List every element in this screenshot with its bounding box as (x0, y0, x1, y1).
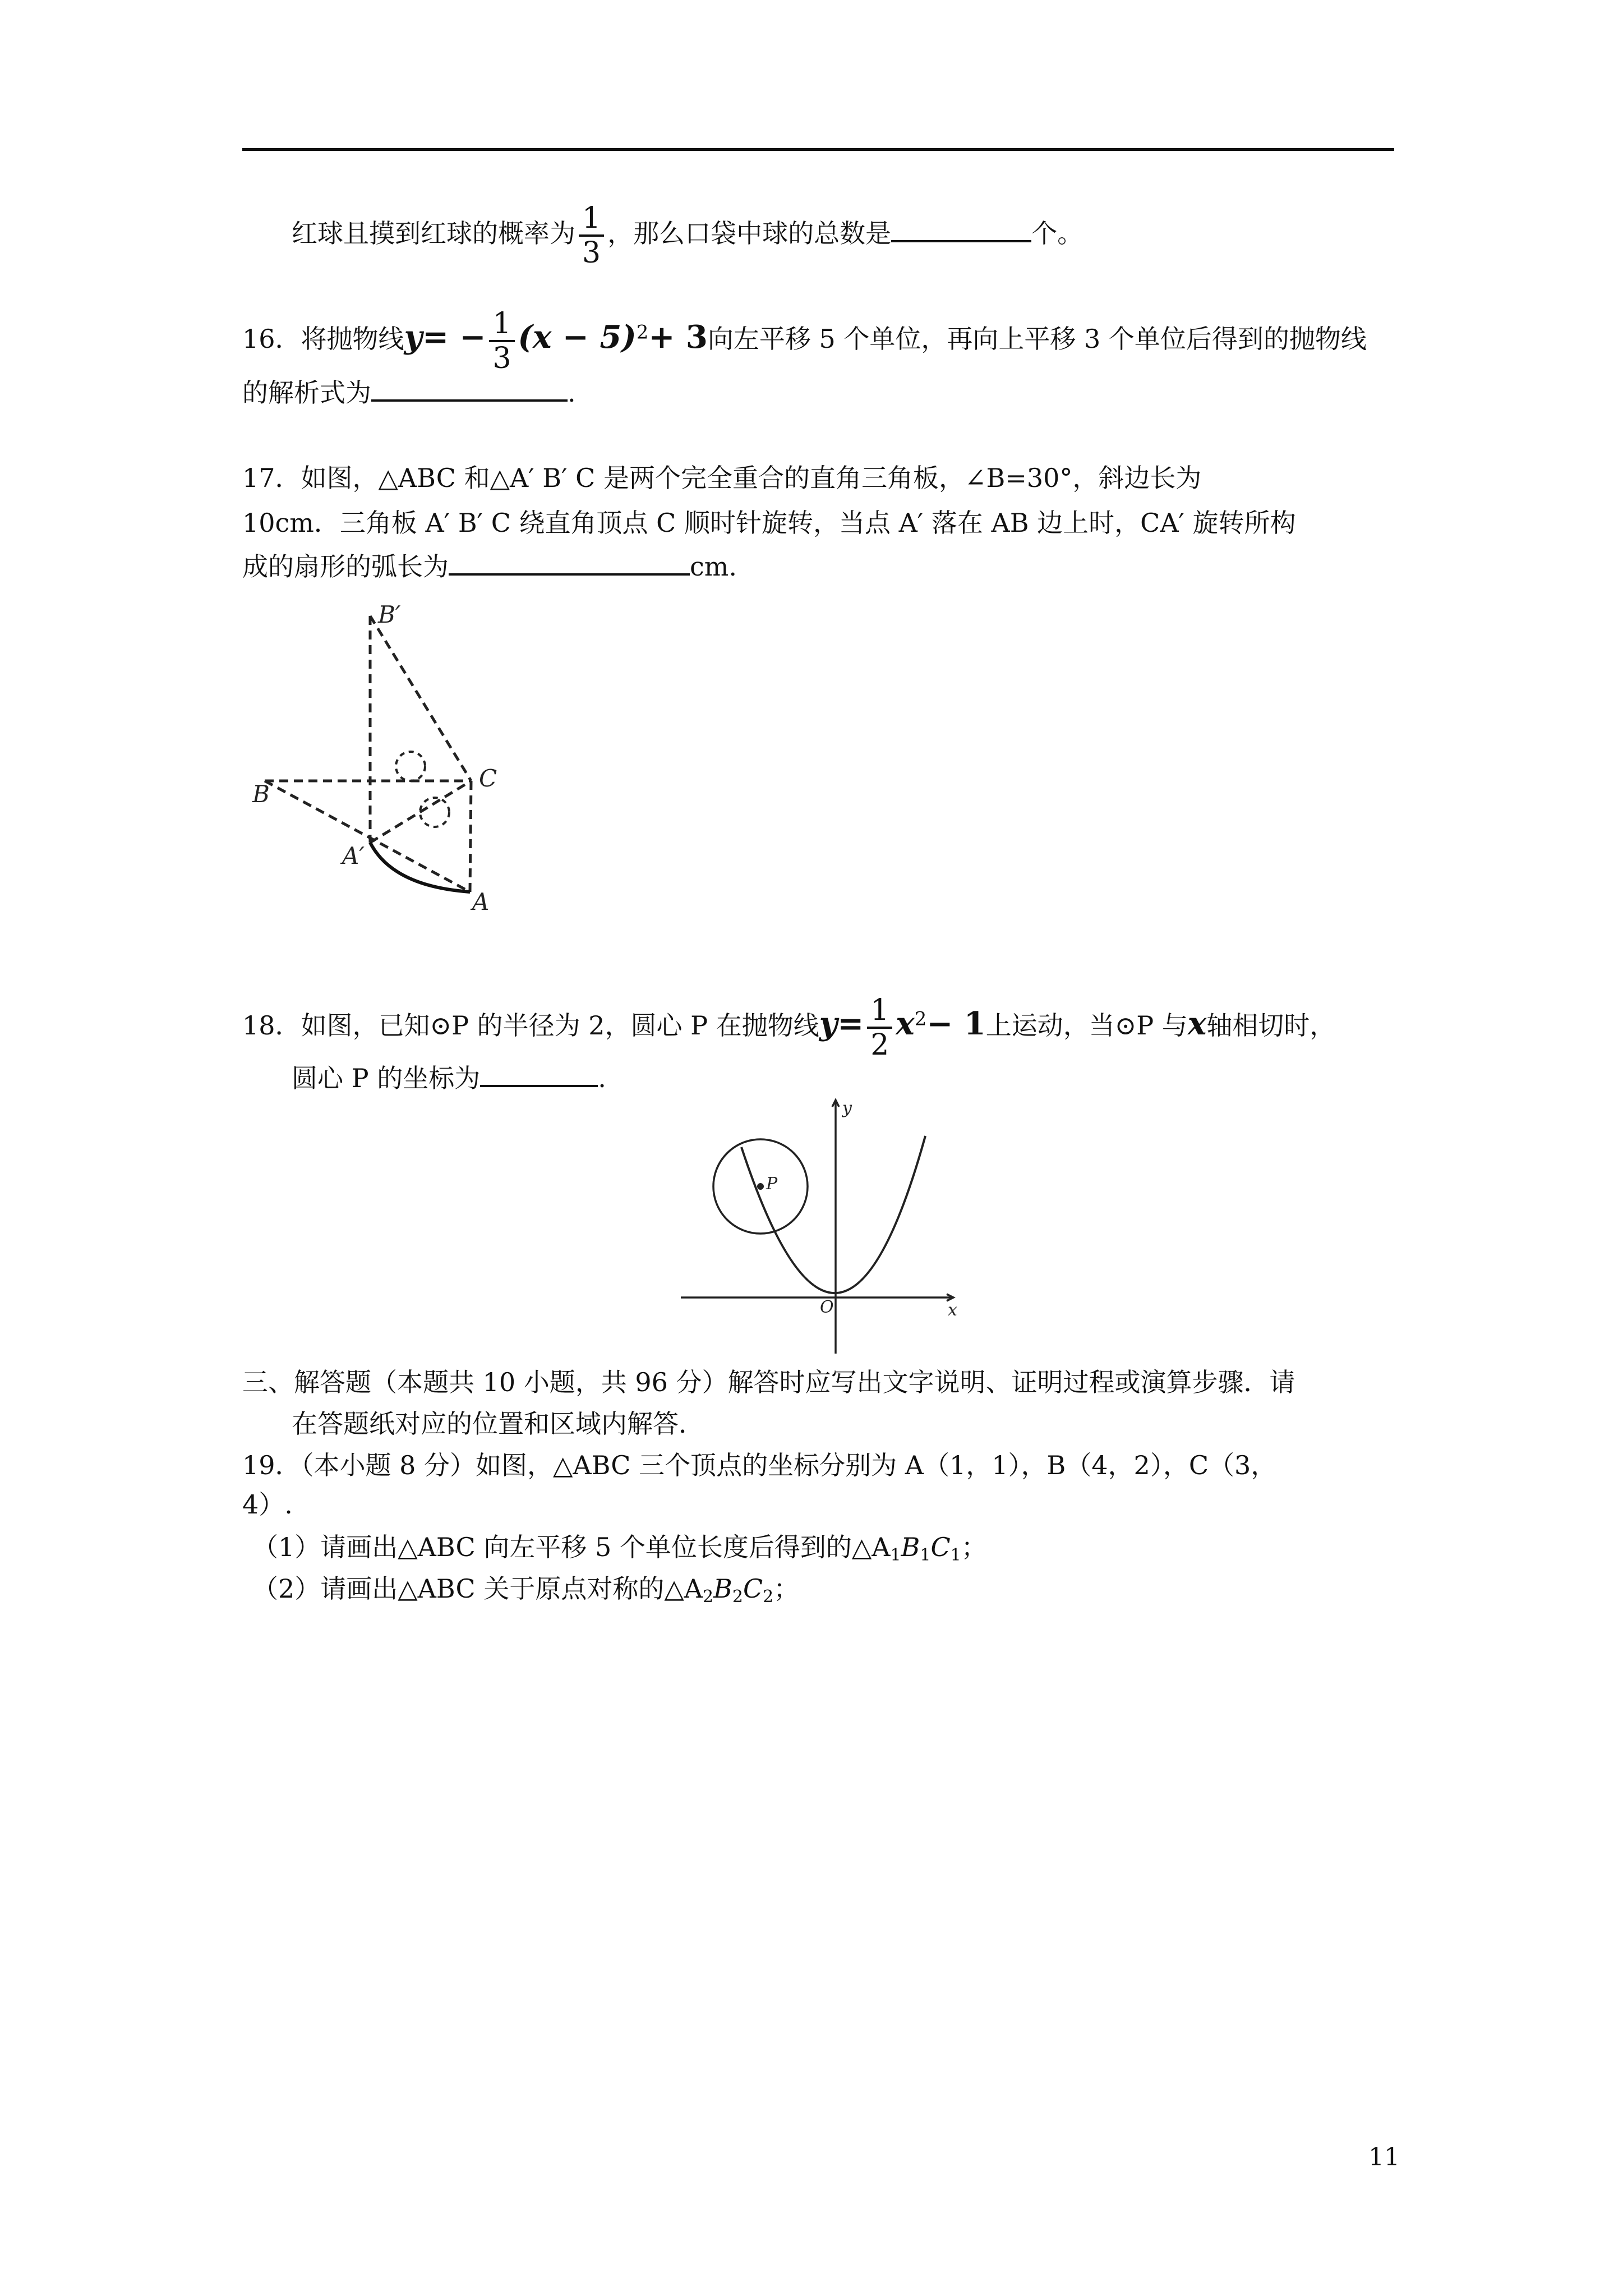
q16-fraction (489, 307, 514, 375)
q18-answer-blank[interactable] (480, 1060, 598, 1087)
fig17-label-aprime: A′ (342, 842, 365, 869)
fig17-angle-mark-top (396, 752, 425, 781)
q15-tail (292, 202, 1083, 269)
q18-line1 (242, 994, 1335, 1061)
q18-line2 (292, 1060, 606, 1096)
figure-17 (241, 600, 533, 914)
fig17-c-a (470, 781, 471, 892)
q16-line2-end: . (568, 378, 576, 408)
q19-part1-b: B (901, 1532, 920, 1562)
figure-18 (673, 1097, 976, 1360)
q17-line1: 17．如图，△ABC 和△A′ B′ C 是两个完全重合的直角三角板，∠B=30°，斜边长为 (242, 463, 1202, 493)
q16-expr-pow: 2 (636, 321, 649, 344)
q19-part1-sub3: 1 (950, 1545, 961, 1565)
q15-unit: 个。 (1031, 218, 1083, 249)
fig17-label-a: A (472, 888, 490, 914)
q18-expr-pow: 2 (914, 1007, 927, 1030)
q15-text-before: 红球且摸到红球的概率为 (292, 218, 575, 249)
q19-part1-end: ； (961, 1532, 987, 1562)
q19-part2-sub1: 2 (702, 1587, 714, 1607)
q19-part1-sub2: 1 (920, 1545, 931, 1565)
header-rule (242, 148, 1394, 151)
q16-line2-text: 的解析式为 (242, 378, 371, 408)
q16-expr-main: (x − 5) (518, 319, 637, 356)
q18-y: y (819, 1005, 838, 1042)
q16-frac-den: 3 (492, 342, 511, 375)
q19-part2-end: ； (773, 1573, 800, 1604)
q16-y: y (404, 319, 423, 356)
q19-line1: 19．（本小题 8 分）如图，△ABC 三个顶点的坐标分别为 A（1，1），B（4，2），C（3， (242, 1450, 1277, 1480)
fig18-label-p: P (766, 1174, 778, 1194)
q18-frac-den: 2 (870, 1028, 889, 1062)
q15-fraction (579, 202, 604, 269)
q18-expr-x: x (896, 1005, 915, 1042)
q17-line3-text: 成的扇形的弧长为 (242, 551, 449, 582)
q18-line2-end: . (598, 1063, 606, 1093)
fig17-aprime-c (370, 781, 471, 843)
q19-part2 (252, 1571, 799, 1615)
fig17-b-a (265, 781, 470, 892)
q18-text-after: 上运动，当⊙P 与 (985, 1010, 1188, 1041)
fig17-label-b: B (252, 780, 270, 808)
q16-text-after: 向左平移 5 个单位，再向上平移 3 个单位后得到的抛物线 (707, 324, 1367, 354)
q17-line2: 10cm．三角板 A′ B′ C 绕直角顶点 C 顺时针旋转，当点 A′ 落在 AB 边上时，CA′ 旋转所构 (242, 508, 1296, 538)
q16-line2 (242, 375, 576, 411)
q16-frac-num: 1 (489, 307, 514, 342)
q19-part1 (252, 1529, 987, 1573)
section3-line2: 在答题纸对应的位置和区域内解答． (292, 1409, 704, 1439)
fig17-label-c: C (479, 765, 497, 792)
fig17-arc (370, 843, 470, 892)
q18-text-end: 轴相切时， (1206, 1010, 1336, 1041)
q18-text-before: 18．如图，已知⊙P 的半径为 2，圆心 P 在抛物线 (242, 1010, 819, 1041)
q19-part1-sub1: 1 (890, 1545, 901, 1565)
q17-line3-end: cm. (690, 551, 737, 582)
q19-part2-c: C (743, 1573, 763, 1604)
q17-line3 (242, 549, 737, 585)
fig18-label-y: y (842, 1098, 852, 1118)
section3-line1: 三、解答题（本题共 10 小题，共 96 分）解答时应写出文字说明、证明过程或演算步骤．请 (242, 1367, 1295, 1397)
q15-frac-num: 1 (579, 202, 604, 237)
fig18-label-x: x (948, 1300, 957, 1320)
q19-part2-text: （2）请画出△ABC 关于原点对称的△A (252, 1573, 703, 1604)
q18-x-var: x (1187, 1005, 1207, 1042)
q16-answer-blank[interactable] (371, 375, 568, 402)
q18-expr-tail: − 1 (926, 1005, 986, 1042)
q15-answer-blank[interactable] (891, 215, 1031, 242)
q16-num: 16．将抛物线 (242, 324, 404, 354)
q16-expr-tail: + 3 (648, 319, 708, 356)
q19-part1-c: C (930, 1532, 951, 1562)
q18-line2-text: 圆心 P 的坐标为 (292, 1063, 481, 1093)
q19-part2-sub3: 2 (763, 1587, 774, 1607)
q15-text-after: ，那么口袋中球的总数是 (607, 218, 892, 249)
q18-frac-num: 1 (867, 994, 892, 1029)
fig18-point-p (757, 1183, 764, 1190)
q19-part2-b: B (713, 1573, 732, 1604)
q15-frac-den: 3 (582, 236, 601, 270)
q16-line1 (242, 307, 1367, 375)
q16-eq: = − (422, 319, 486, 356)
fig18-label-o: O (820, 1297, 834, 1317)
q17-answer-blank[interactable] (449, 549, 690, 576)
fig18-parabola (741, 1136, 925, 1293)
q19-line2: 4）. (242, 1489, 293, 1520)
q18-fraction (867, 994, 892, 1061)
q19-part2-sub2: 2 (732, 1587, 743, 1607)
fig17-label-bprime: B′ (378, 601, 401, 628)
q19-part1-text: （1）请画出△ABC 向左平移 5 个单位长度后得到的△A (252, 1532, 891, 1562)
q18-eq: = (837, 1005, 864, 1042)
page-number: 11 (1368, 2143, 1400, 2171)
